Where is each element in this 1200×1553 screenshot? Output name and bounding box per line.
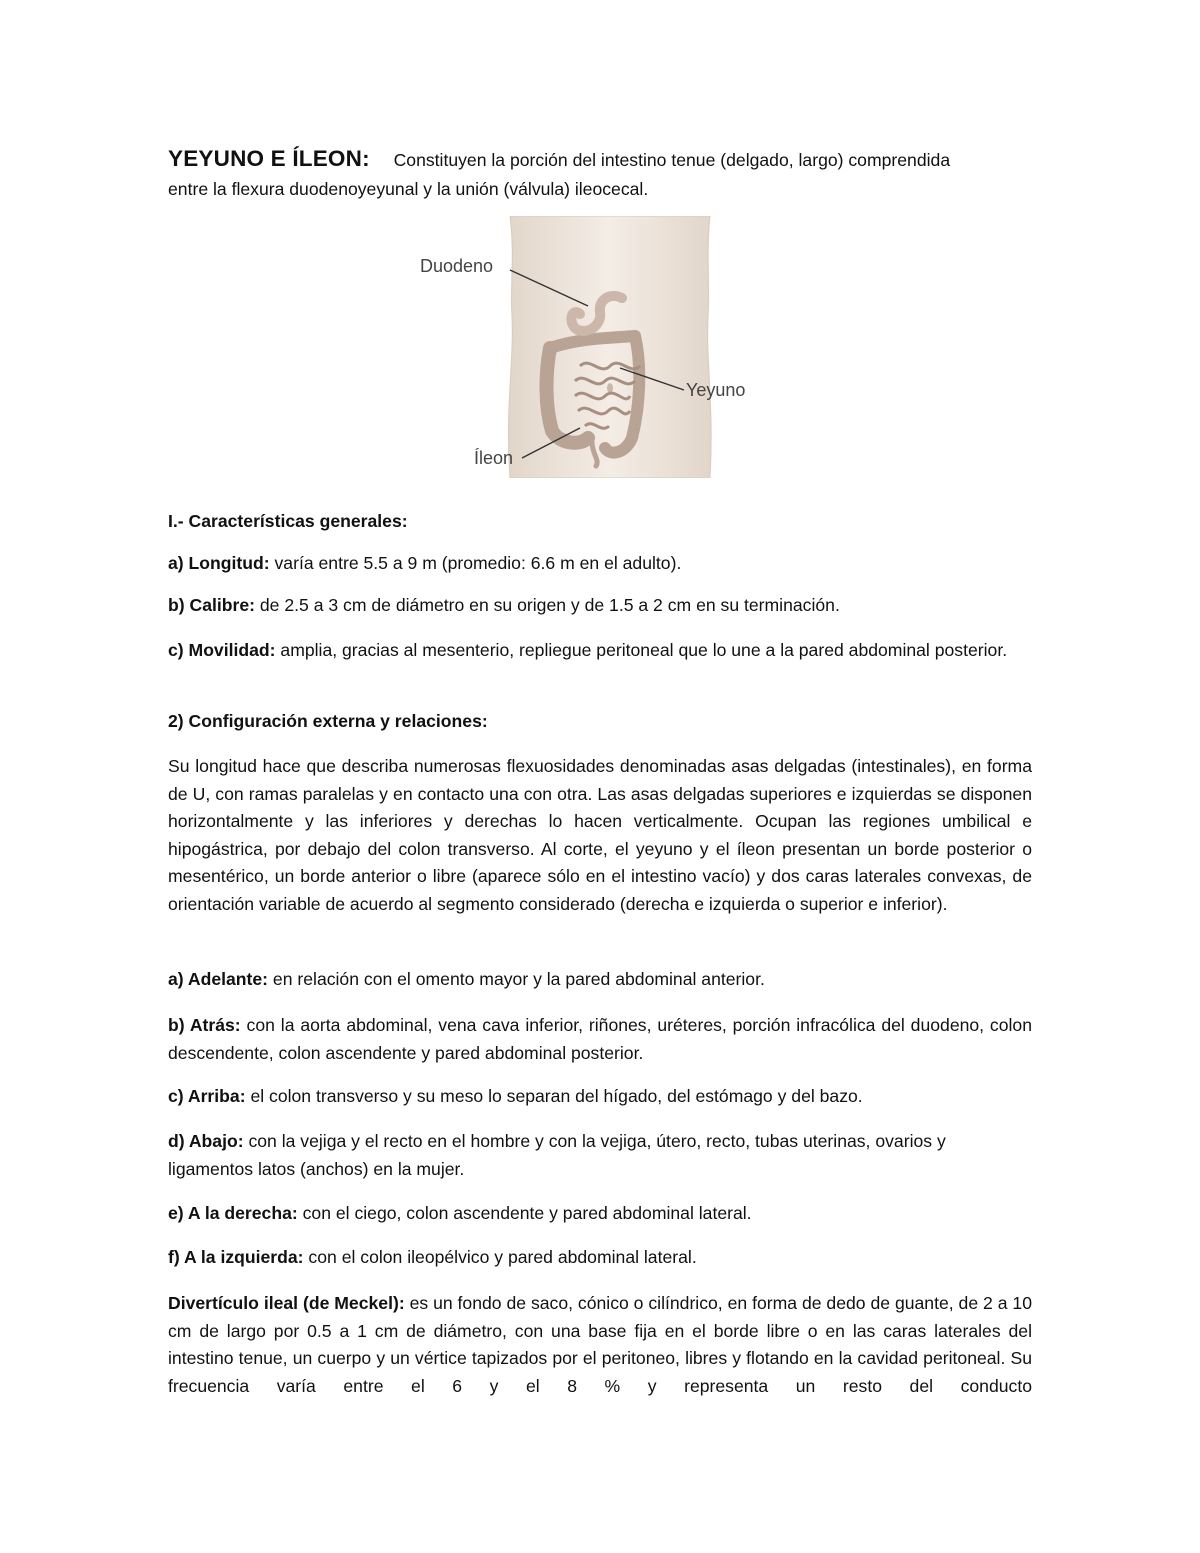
relation-derecha [168,1200,1032,1228]
meckel-text: es un fondo de saco, cónico o cilíndrico, en forma de dedo de guante, de 2 a 10 cm de largo por 0.5 a 1 cm de diámetro, con una base fija en el borde libre o en las caras laterales del intestino tenue, un cuerpo y un vértice tapizados por el peritoneo, libres y flotando en la cavidad peritoneal. Su frecuencia varía entre el 6 y el 8 % y representa un resto del conducto [168,1293,1032,1396]
relation-atras-text: con la aorta abdominal, vena cava inferior, riñones, uréteres, porción infracólica del duodeno, colon descendente, colon ascendente y pared abdominal posterior. [168,1015,1032,1063]
item-longitud-label: a) Longitud: [168,553,270,573]
item-longitud [168,550,1032,578]
relation-atras-label: b) Atrás: [168,1015,241,1035]
intro-line-2: entre la flexura duodenoyeyunal y la unión (válvula) ileocecal. [168,179,649,199]
item-movilidad [168,637,1032,665]
label-yeyuno: Yeyuno [686,380,746,400]
intestine-illustration [410,216,770,478]
item-calibre-text: de 2.5 a 3 cm de diámetro en su origen y de 1.5 a 2 cm en su terminación. [255,595,840,615]
label-duodeno: Duodeno [420,256,494,276]
relation-izquierda-label: f) A la izquierda: [168,1247,304,1267]
configuration-paragraph: Su longitud hace que describa numerosas flexuosidades denominadas asas delgadas (intestinales), en forma de U, con ramas paralelas y en contacto una con otra. Las asas delgadas superiores e izquierdas se disponen horizontalmente y las inferiores y derechas lo hacen verticalmente. Ocupan las regiones umbilical e hipogástrica, por debajo del colon transverso. Al corte, el yeyuno y el íleon presentan un borde posterior o mesentérico, un borde anterior o libre (aparece sólo en el intestino vacío) y dos caras laterales convexas, de orientación variable de acuerdo al segmento considerado (derecha e izquierda o superior e inferior). [168,756,1032,914]
item-calibre-label: b) Calibre: [168,595,255,615]
label-ileon: Íleon [474,448,514,468]
item-calibre [168,592,1032,620]
relation-derecha-text: con el ciego, colon ascendente y pared abdominal lateral. [297,1203,752,1223]
torso-shape [508,216,711,478]
relation-arriba-text: el colon transverso y su meso lo separan del hígado, del estómago y del bazo. [245,1086,863,1106]
section-1-heading: I.- Características generales: [168,511,408,531]
relation-adelante-text: en relación con el omento mayor y la pared abdominal anterior. [268,969,765,989]
item-longitud-text: varía entre 5.5 a 9 m (promedio: 6.6 m en el adulto). [269,553,682,573]
title-row [168,144,1038,175]
relation-atras [168,1012,1032,1067]
title-colon: : [362,146,370,171]
relation-abajo-label: d) Abajo: [168,1131,244,1151]
relation-arriba-label: c) Arriba: [168,1086,246,1106]
relation-izquierda-text: con el colon ileopélvico y pared abdominal lateral. [303,1247,697,1267]
section-2-heading: 2) Configuración externa y relaciones: [168,711,488,731]
meckel-paragraph [168,1290,1032,1400]
navel-mark [607,383,613,393]
relation-adelante [168,966,1032,994]
meckel-label: Divertículo ileal (de Meckel): [168,1293,405,1313]
item-movilidad-text: amplia, gracias al mesenterio, repliegue peritoneal que lo une a la pared abdominal posterior. [275,640,1008,660]
item-movilidad-label: c) Movilidad: [168,640,276,660]
intro-line-1: Constituyen la porción del intestino tenue (delgado, largo) comprendida [393,150,951,170]
relation-abajo-text: con la vejiga y el recto en el hombre y con la vejiga, útero, recto, tubas uterinas, ovarios y ligamentos latos (anchos) en la mujer. [168,1131,946,1179]
relation-arriba [168,1083,1032,1111]
relation-abajo [168,1128,1032,1183]
document-title: YEYUNO E ÍLEON [168,146,363,171]
relation-derecha-label: e) A la derecha: [168,1203,298,1223]
relation-izquierda [168,1244,1032,1272]
relation-adelante-label: a) Adelante: [168,969,269,989]
